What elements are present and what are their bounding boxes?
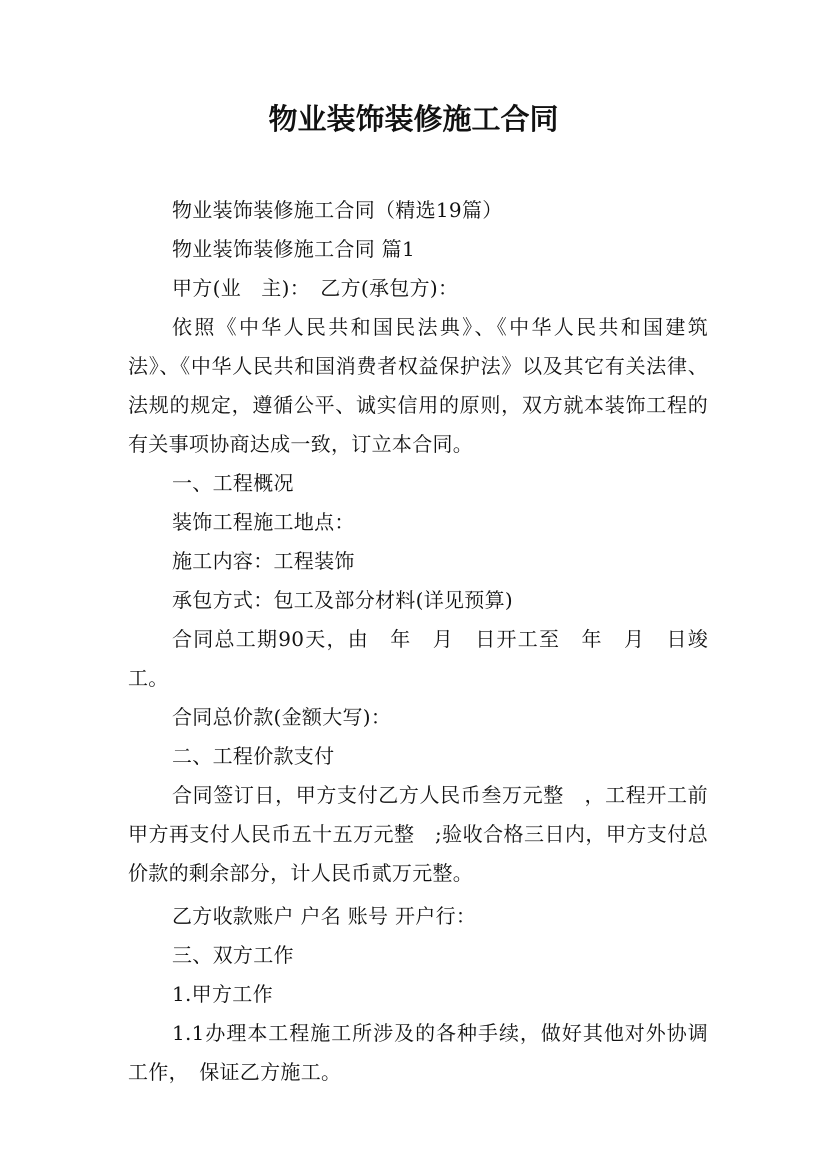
paragraph-parties: 甲方(业 主)： 乙方(承包方)：	[172, 276, 459, 300]
paragraph-legal-basis: 依照《中华人民共和国民法典》、《中华人民共和国建筑法》、《中华人民共和国消费者权益保护法》以及其它有关法律、法规的规定，遵循公平、诚实信用的原则，双方就本装饰工程的有关事项协商达成一致，订立本合同。	[128, 315, 708, 456]
paragraph-bank-account: 乙方收款账户 户名 账号 开户行：	[172, 904, 477, 928]
paragraph-payment-terms: 合同签订日，甲方支付乙方人民币叁万元整 ，工程开工前甲方再支付人民币五十五万元整 ;验收合格三日内，甲方支付总价款的剩余部分，计人民币贰万元整。	[128, 783, 708, 885]
paragraph-duration: 合同总工期90天，由 年 月 日开工至 年 月 日竣工。	[128, 627, 708, 690]
paragraph-heading-duties: 三、双方工作	[172, 943, 294, 967]
paragraph-section-heading: 物业装饰装修施工合同 篇1	[172, 237, 415, 261]
paragraph-subtitle: 物业装饰装修施工合同（精选19篇）	[172, 198, 503, 222]
paragraph-work-content: 施工内容：工程装饰	[172, 549, 355, 573]
paragraph-contract-mode: 承包方式：包工及部分材料(详见预算)	[172, 588, 514, 612]
document-title: 物业装饰装修施工合同	[268, 102, 559, 136]
paragraph-party-a-duties: 1.甲方工作	[172, 982, 273, 1006]
paragraph-heading-overview: 一、工程概况	[172, 471, 294, 495]
paragraph-total-price: 合同总价款(金额大写)：	[172, 705, 392, 729]
paragraph-site-location: 装饰工程施工地点：	[172, 510, 355, 534]
document-body	[128, 191, 708, 1092]
paragraph-heading-payment: 二、工程价款支付	[172, 744, 335, 768]
paragraph-clause-1-1: 1.1办理本工程施工所涉及的各种手续，做好其他对外协调工作， 保证乙方施工。	[128, 1021, 708, 1084]
